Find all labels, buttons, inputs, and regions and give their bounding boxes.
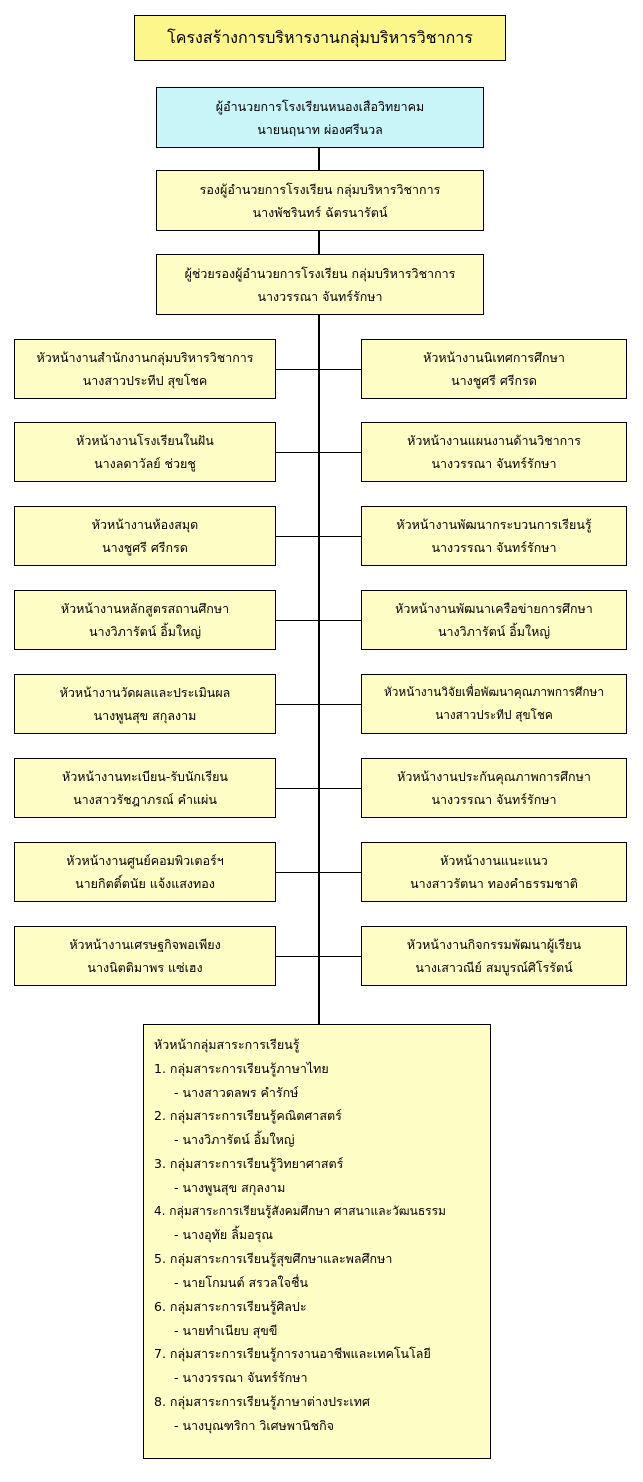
unit-role: หัวหน้างานทะเบียน-รับนักเรียน (62, 769, 228, 784)
group-label: 6. กลุ่มสาระการเรียนรู้ศิลปะ (154, 1298, 307, 1314)
branch-line-8 (275, 956, 362, 957)
group-label: 2. กลุ่มสาระการเรียนรู้คณิตศาสตร์ (154, 1108, 342, 1124)
unit-role: หัวหน้างานวิจัยเพื่อพัฒนาคุณภาพการศึกษา (384, 685, 604, 699)
group-label: 8. กลุ่มสาระการเรียนรู้ภาษาต่างประเทศ (154, 1393, 370, 1409)
deputy-name: นางพัชรินทร์ ฉัตรนารัตน์ (252, 204, 388, 220)
unit-name: นางลดาวัลย์ ช่วยชู (94, 456, 196, 471)
unit-role: หัวหน้างานศูนย์คอมพิวเตอร์ฯ (66, 853, 224, 868)
right-unit-5 (361, 674, 627, 734)
right-unit-6 (361, 758, 627, 818)
unit-name: นางสาวรัตนา ทองคำธรรมชาติ (410, 876, 578, 891)
right-unit-3 (361, 506, 627, 566)
group-label: 4. กลุ่มสาระการเรียนรู้สังคมศึกษา ศาสนาและวัฒนธรรม (154, 1203, 446, 1218)
branch-line-6 (275, 788, 362, 789)
left-unit-8 (14, 926, 276, 986)
group-member: - นางอุทัย ลิ้มอรุณ (174, 1227, 273, 1243)
right-unit-8 (361, 926, 627, 986)
right-unit-1 (361, 339, 627, 399)
chart-title-text: โครงสร้างการบริหารงานกลุ่มบริหารวิชาการ (167, 28, 473, 47)
unit-name: นางพูนสุข สกุลงาม (93, 708, 197, 723)
unit-role: หัวหน้างานนิเทศการศึกษา (423, 350, 565, 365)
director-box (156, 87, 484, 148)
unit-name: นางสาวรัชฎาภรณ์ คำแผ่น (73, 792, 217, 807)
group-member: - นายทำเนียบ สุขขี (174, 1322, 278, 1338)
left-unit-1 (14, 339, 276, 399)
unit-name: นางวิภารัตน์ อิ้มใหญ่ (437, 624, 551, 639)
branch-line-1 (275, 369, 362, 370)
unit-role: หัวหน้างานวัดผลและประเมินผล (59, 685, 231, 700)
deputy-role: รองผู้อำนวยการโรงเรียน กลุ่มบริหารวิชาการ (199, 181, 441, 197)
unit-name: นางชูศรี ศรีกรด (451, 373, 537, 388)
unit-name: นางชูศรี ศรีกรด (102, 540, 188, 555)
assistant-box (156, 254, 484, 315)
chart-title (134, 15, 506, 61)
unit-name: นางนิตติมาพร แซ่เฮง (87, 960, 203, 975)
branch-line-4 (275, 620, 362, 621)
group-member: - นางสาวดลพร คำรักษ์ (174, 1084, 299, 1100)
learning-groups-heading: หัวหน้ากลุ่มสาระการเรียนรู้ (154, 1037, 300, 1052)
group-member: - นางวรรณา จันทร์รักษา (174, 1370, 308, 1386)
assistant-role: ผู้ช่วยรองผู้อำนวยการโรงเรียน กลุ่มบริหารวิชาการ (184, 265, 456, 281)
left-unit-5 (14, 674, 276, 734)
group-member: - นางวิภารัตน์ อิ้มใหญ่ (174, 1132, 295, 1148)
director-name: นายนฤนาท ผ่องศรีนวล (257, 121, 383, 137)
right-unit-2 (361, 422, 627, 482)
left-unit-3 (14, 506, 276, 566)
branch-line-5 (275, 704, 362, 705)
right-unit-7 (361, 842, 627, 902)
unit-role: หัวหน้างานหลักสูตรสถานศึกษา (60, 601, 230, 616)
unit-role: หัวหน้างานพัฒนากระบวนการเรียนรู้ (396, 517, 592, 532)
branch-line-3 (275, 536, 362, 537)
deputy-box (156, 170, 484, 231)
unit-role: หัวหน้างานประกันคุณภาพการศึกษา (397, 769, 591, 784)
group-member: - นายโกมนต์ สรวลใจชื่น (174, 1274, 309, 1290)
unit-name: นางสาวประทีป สุขโชค (435, 708, 553, 722)
branch-line-2 (275, 452, 362, 453)
left-unit-7 (14, 842, 276, 902)
unit-role: หัวหน้างานห้องสมุด (91, 517, 199, 532)
group-label: 1. กลุ่มสาระการเรียนรู้ภาษาไทย (154, 1060, 329, 1076)
group-member: - นางบุณฑริกา วิเศษพานิชกิจ (174, 1417, 334, 1433)
unit-name: นางเสาวณีย์ สมบูรณ์ศิโรรัตน์ (415, 960, 573, 975)
unit-name: นายกิตติ์ตนัย แจ้งแสงทอง (75, 876, 215, 891)
unit-role: หัวหน้างานเศรษฐกิจพอเพียง (69, 937, 221, 952)
unit-name: นางวรรณา จันทร์รักษา (431, 792, 557, 807)
group-label: 7. กลุ่มสาระการเรียนรู้การงานอาชีพและเทคโนโลยี (154, 1346, 431, 1362)
unit-role: หัวหน้างานพัฒนาเครือข่ายการศึกษา (395, 601, 593, 616)
group-label: 3. กลุ่มสาระการเรียนรู้วิทยาศาสตร์ (154, 1155, 344, 1171)
unit-name: นางวรรณา จันทร์รักษา (431, 540, 557, 555)
right-unit-4 (361, 590, 627, 650)
unit-name: นางวิภารัตน์ อิ้มใหญ่ (88, 624, 202, 639)
left-unit-6 (14, 758, 276, 818)
unit-role: หัวหน้างานสำนักงานกลุ่มบริหารวิชาการ (36, 350, 254, 365)
left-unit-2 (14, 422, 276, 482)
learning-groups-box (143, 1024, 491, 1459)
unit-role: หัวหน้างานแนะแนว (440, 853, 548, 868)
group-label: 5. กลุ่มสาระการเรียนรู้สุขศึกษาและพลศึกษา (154, 1251, 393, 1267)
branch-line-7 (275, 872, 362, 873)
group-member: - นางพูนสุข สกุลงาม (174, 1179, 286, 1195)
unit-name: นางสาวประทีป สุขโชค (82, 373, 208, 388)
unit-role: หัวหน้างานแผนงานด้านวิชาการ (407, 433, 581, 448)
unit-name: นางวรรณา จันทร์รักษา (431, 456, 557, 471)
director-role: ผู้อำนวยการโรงเรียนหนองเสือวิทยาคม (215, 98, 425, 114)
unit-role: หัวหน้างานกิจกรรมพัฒนาผู้เรียน (406, 937, 582, 952)
assistant-name: นางวรรณา จันทร์รักษา (257, 288, 383, 304)
unit-role: หัวหน้างานโรงเรียนในฝัน (76, 433, 214, 448)
left-unit-4 (14, 590, 276, 650)
